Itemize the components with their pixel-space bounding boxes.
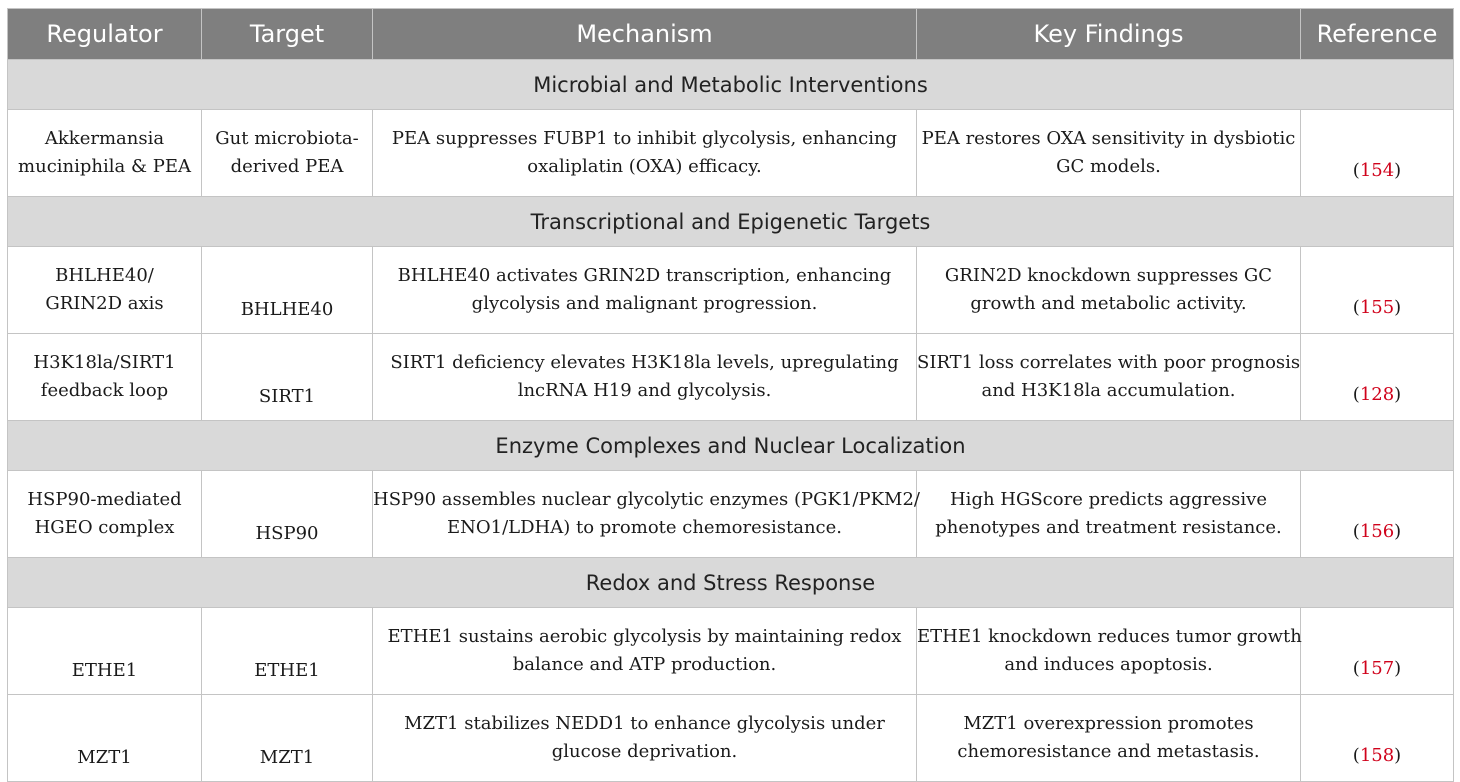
ref-close-paren: ) [1394, 384, 1402, 405]
cell-line: Gut microbiota- [215, 128, 359, 149]
cell-line: PEA suppresses FUBP1 to inhibit glycolysis, enhancing [391, 128, 898, 149]
table-row [8, 695, 1454, 782]
reference-link[interactable]: 155 [1359, 297, 1395, 318]
mechanism-cell [373, 247, 917, 334]
reference-link[interactable]: 156 [1359, 521, 1395, 542]
reference-cell [1301, 110, 1454, 197]
reference-link[interactable]: 128 [1359, 384, 1395, 405]
regulator-cell [8, 247, 202, 334]
header-row [8, 9, 1454, 60]
cell-line: MZT1 [259, 747, 315, 768]
header-target: Target [202, 9, 373, 60]
key-findings-cell [917, 608, 1301, 695]
ref-open-paren: ( [1352, 384, 1360, 405]
ref-open-paren: ( [1352, 160, 1360, 181]
section-title: Microbial and Metabolic Interventions [8, 60, 1454, 110]
ref-open-paren: ( [1352, 297, 1360, 318]
cell-line: GRIN2D knockdown suppresses GC [944, 265, 1273, 286]
cell-line: BHLHE40 activates GRIN2D transcription, enhancing [397, 265, 892, 286]
table-row [8, 608, 1454, 695]
table-row [8, 247, 1454, 334]
cell-line: H3K18la/SIRT1 [33, 352, 176, 373]
target-cell [202, 608, 373, 695]
cell-line: phenotypes and treatment resistance. [935, 517, 1282, 538]
key-findings-cell [917, 110, 1301, 197]
cell-line: BHLHE40/ [55, 265, 154, 286]
cell-line: feedback loop [40, 380, 169, 401]
cell-line: HSP90 [255, 523, 319, 544]
table-row [8, 334, 1454, 421]
table-body [8, 60, 1454, 782]
reference-link[interactable]: 158 [1359, 745, 1395, 766]
cell-line: chemoresistance and metastasis. [957, 741, 1260, 762]
key-findings-cell [917, 247, 1301, 334]
cell-line: and H3K18la accumulation. [981, 380, 1236, 401]
cell-line: SIRT1 [258, 386, 316, 407]
regulator-cell [8, 334, 202, 421]
cell-line: ENO1/LDHA) to promote chemoresistance. [447, 517, 842, 538]
target-cell [202, 471, 373, 558]
cell-line: SIRT1 deficiency elevates H3K18la levels, upregulating [390, 352, 899, 373]
header-mechanism: Mechanism [373, 9, 917, 60]
cell-line: ETHE1 [71, 660, 138, 681]
ref-close-paren: ) [1394, 745, 1402, 766]
ref-open-paren: ( [1352, 745, 1360, 766]
ref-close-paren: ) [1394, 658, 1402, 679]
cell-line: glucose deprivation. [551, 741, 738, 762]
cell-line: MZT1 [77, 747, 132, 768]
target-cell [202, 334, 373, 421]
section-title: Redox and Stress Response [8, 558, 1454, 608]
ref-open-paren: ( [1352, 658, 1360, 679]
mechanism-cell [373, 695, 917, 782]
cell-line: and induces apoptosis. [1004, 654, 1213, 675]
cell-line: HSP90-mediated [27, 489, 182, 510]
section-row [8, 197, 1454, 247]
section-row [8, 558, 1454, 608]
cell-line: balance and ATP production. [512, 654, 777, 675]
regulator-cell [8, 110, 202, 197]
ref-open-paren: ( [1352, 521, 1360, 542]
cell-line: MZT1 overexpression promotes [963, 713, 1254, 734]
regulator-cell [8, 608, 202, 695]
mechanism-cell [373, 110, 917, 197]
header-reference: Reference [1301, 9, 1454, 60]
reference-link[interactable]: 157 [1359, 658, 1395, 679]
reference-link[interactable]: 154 [1359, 160, 1395, 181]
reference-cell [1301, 334, 1454, 421]
cell-line: SIRT1 loss correlates with poor prognosis [917, 352, 1301, 373]
cell-line: muciniphila & PEA [18, 156, 191, 177]
regulator-cell [8, 471, 202, 558]
cell-line: ETHE1 sustains aerobic glycolysis by maintaining redox [387, 626, 902, 647]
regulators-table [7, 8, 1454, 782]
reference-cell [1301, 695, 1454, 782]
ref-close-paren: ) [1394, 160, 1402, 181]
table-row [8, 110, 1454, 197]
cell-line: oxaliplatin (OXA) efficacy. [527, 156, 762, 177]
target-cell [202, 110, 373, 197]
cell-line: PEA restores OXA sensitivity in dysbiotic [921, 128, 1296, 149]
section-title: Transcriptional and Epigenetic Targets [8, 197, 1454, 247]
reference-cell [1301, 247, 1454, 334]
mechanism-cell [373, 608, 917, 695]
cell-line: HSP90 assembles nuclear glycolytic enzymes (PGK1/PKM2/ [373, 489, 920, 510]
cell-line: growth and metabolic activity. [970, 293, 1247, 314]
section-row [8, 60, 1454, 110]
cell-line: HGEO complex [34, 517, 175, 538]
cell-line: glycolysis and malignant progression. [471, 293, 818, 314]
table-row [8, 471, 1454, 558]
cell-line: ETHE1 [254, 660, 320, 681]
target-cell [202, 247, 373, 334]
ref-close-paren: ) [1394, 521, 1402, 542]
cell-line: derived PEA [230, 156, 344, 177]
cell-line: GC models. [1056, 156, 1161, 177]
ref-close-paren: ) [1394, 297, 1402, 318]
key-findings-cell [917, 695, 1301, 782]
mechanism-cell [373, 471, 920, 558]
header-regulator: Regulator [8, 9, 202, 60]
mechanism-cell [373, 334, 917, 421]
reference-cell [1301, 471, 1454, 558]
target-cell [202, 695, 373, 782]
cell-line: Akkermansia [44, 128, 165, 149]
header-key-findings: Key Findings [917, 9, 1301, 60]
key-findings-cell [917, 471, 1301, 558]
cell-line: GRIN2D axis [45, 293, 164, 314]
reference-cell [1301, 608, 1454, 695]
section-row [8, 421, 1454, 471]
cell-line: BHLHE40 [240, 299, 334, 320]
cell-line: MZT1 stabilizes NEDD1 to enhance glycolysis under [404, 713, 885, 734]
cell-line: ETHE1 knockdown reduces tumor growth [917, 626, 1302, 647]
key-findings-cell [917, 334, 1301, 421]
cell-line: lncRNA H19 and glycolysis. [517, 380, 772, 401]
section-title: Enzyme Complexes and Nuclear Localization [8, 421, 1454, 471]
regulator-cell [8, 695, 202, 782]
cell-line: High HGScore predicts aggressive [949, 489, 1267, 510]
